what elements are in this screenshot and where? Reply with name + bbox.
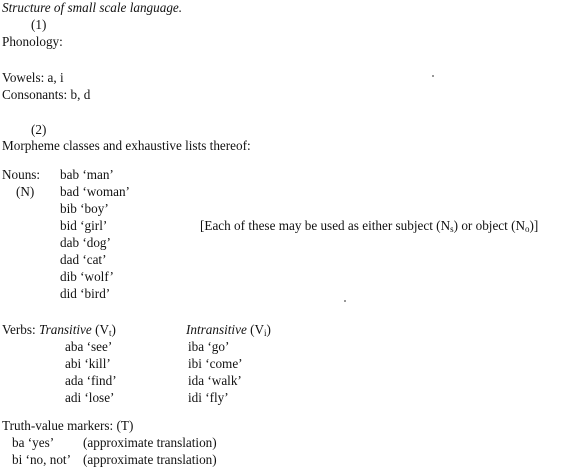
noun-item: bid ‘girl’ xyxy=(60,218,108,233)
intransitive-abbr-open: (V xyxy=(250,322,265,337)
noun-item: bab ‘man’ xyxy=(60,167,114,182)
nouns-label: Nouns: xyxy=(2,167,41,182)
transitive-subscript: t xyxy=(108,328,112,338)
noun-item: dab ‘dog’ xyxy=(60,235,111,250)
truth-form: ba ‘yes’ xyxy=(12,435,55,450)
phonology-heading: Phonology: xyxy=(2,34,63,49)
intransitive-verb: ida ‘walk’ xyxy=(188,373,242,388)
noun-item: dib ‘wolf’ xyxy=(60,269,114,284)
nouns-note xyxy=(200,218,538,234)
noun-item: did ‘bird’ xyxy=(60,286,111,301)
intransitive-verb: idi ‘fly’ xyxy=(188,390,229,405)
note-text-before: [Each of these may be used as either subject (N xyxy=(200,218,451,233)
noun-item: bib ‘boy’ xyxy=(60,201,109,216)
section-number-1: (1) xyxy=(31,17,47,32)
nouns-abbr: (N) xyxy=(16,184,35,199)
note-text-after: )] xyxy=(529,218,539,233)
transitive-verb: ada ‘find’ xyxy=(65,373,117,388)
intransitive-abbr-close: ) xyxy=(266,322,271,337)
page-title: Structure of small scale language. xyxy=(2,0,183,15)
note-subscript-subject: s xyxy=(450,224,454,234)
note-text-middle: ) or object (N xyxy=(453,218,526,233)
section-number-2: (2) xyxy=(31,122,47,137)
noun-item: dad ‘cat’ xyxy=(60,252,107,267)
scan-speck xyxy=(432,75,434,77)
truth-form: bi ‘no, not’ xyxy=(12,452,71,467)
truth-gloss: (approximate translation) xyxy=(83,435,217,450)
intransitive-verb: iba ‘go’ xyxy=(188,339,230,354)
scan-speck xyxy=(344,300,346,302)
intransitive-heading-row xyxy=(186,322,271,338)
vowels-line: Vowels: a, i xyxy=(2,70,64,85)
noun-item: bad ‘woman’ xyxy=(60,184,130,199)
transitive-verb: aba ‘see’ xyxy=(65,339,113,354)
note-subscript-object: o xyxy=(525,224,530,234)
verbs-label: Verbs: xyxy=(2,322,36,337)
consonants-line: Consonants: b, d xyxy=(2,87,91,102)
truth-gloss: (approximate translation) xyxy=(83,452,217,467)
transitive-abbr-open: (V xyxy=(95,322,109,337)
intransitive-heading: Intransitive xyxy=(186,322,247,337)
verbs-heading-row xyxy=(2,322,116,338)
transitive-verb: adi ‘lose’ xyxy=(65,390,115,405)
transitive-abbr-close: ) xyxy=(111,322,116,337)
truth-heading: Truth-value markers: (T) xyxy=(2,418,134,433)
transitive-verb: abi ‘kill’ xyxy=(65,356,111,371)
intransitive-verb: ibi ‘come’ xyxy=(188,356,243,371)
morpheme-heading: Morpheme classes and exhaustive lists thereof: xyxy=(2,138,251,153)
intransitive-subscript: i xyxy=(264,328,267,338)
transitive-heading: Transitive xyxy=(39,322,92,337)
